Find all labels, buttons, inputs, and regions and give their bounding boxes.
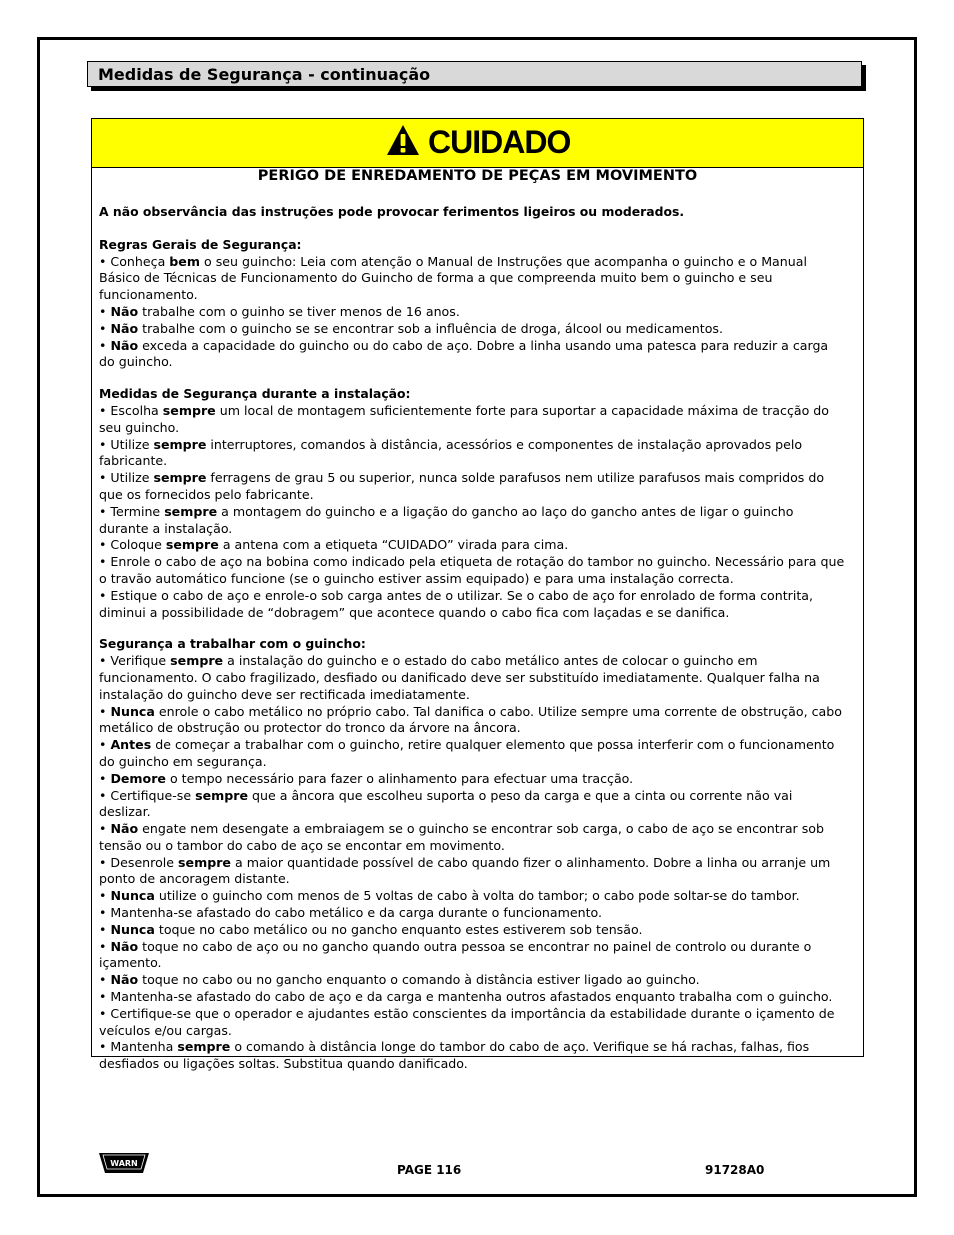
rule-text: toque no cabo de aço ou no gancho quando outra pessoa se encontrar no painel de controlo ou durante o içamento. xyxy=(99,938,812,971)
safety-rule xyxy=(99,338,846,372)
rule-emphasis: sempre xyxy=(164,503,218,519)
rule-emphasis: Antes xyxy=(110,737,152,753)
rule-text: • Mantenha xyxy=(99,1039,178,1055)
page-number: PAGE 116 xyxy=(397,1163,462,1177)
warning-triangle-icon xyxy=(386,124,420,156)
rule-text: • Certifique-se que o operador e ajudantes estão conscientes da importância da estabilidade durante o içamento de veículos e/ou cargas. xyxy=(99,1005,835,1038)
rule-emphasis: Não xyxy=(110,938,139,954)
rule-text: • Termine xyxy=(99,503,165,519)
section-header xyxy=(87,61,862,87)
rules-section xyxy=(99,386,846,621)
rule-text: • Mantenha-se afastado do cabo de aço e da carga e mantenha outros afastados enquanto trabalha com o guincho. xyxy=(99,989,833,1005)
safety-rule xyxy=(99,989,846,1006)
rule-text: a instalação do guincho e o estado do cabo metálico antes de colocar o guincho em funcionamento. O cabo fragilizado, desfiado ou danificado deve ser substituído imediatamente. Qualquer falha na instalação do guincho deve ser rectificada imediatamente. xyxy=(99,653,820,702)
rule-text: • xyxy=(99,888,111,904)
safety-rule xyxy=(99,972,846,989)
rule-text: toque no cabo ou no gancho enquanto o comando à distância estiver ligado ao guincho. xyxy=(138,972,700,988)
safety-rule xyxy=(99,855,846,889)
rule-text: a montagem do guincho e a ligação do gancho ao laço do gancho antes de ligar o guincho durante a instalação. xyxy=(99,503,794,536)
safety-rule xyxy=(99,1006,846,1040)
rule-text: • xyxy=(99,821,111,837)
rule-emphasis: sempre xyxy=(177,1039,231,1055)
rule-text: • xyxy=(99,921,111,937)
safety-rule xyxy=(99,470,846,504)
rule-text: • Certifique-se xyxy=(99,787,196,803)
rule-text: • Estique o cabo de aço e enrole-o sob carga antes de o utilizar. Se o cabo de aço for enrolado de forma contrita, diminui a possibilidade de “dobragem” que acontece quando o cabo fica com laçadas e se danifica. xyxy=(99,587,814,620)
rule-text: o seu guincho: Leia com atenção o Manual de Instruções que acompanha o guincho e o Manual Básico de Técnicas de Funcionamento do Guincho de forma a que compreenda muito bem o guincho e seu funcionamento. xyxy=(99,253,807,303)
section-title: Medidas de Segurança - continuação xyxy=(98,65,431,84)
section-heading: Regras Gerais de Segurança: xyxy=(99,236,302,252)
safety-rule xyxy=(99,1039,846,1073)
warn-logo xyxy=(99,1152,149,1174)
caution-label: CUIDADO xyxy=(428,124,571,160)
rule-emphasis: Não xyxy=(110,821,139,837)
rule-text: • Verifique xyxy=(99,653,171,669)
rule-text: • Utilize xyxy=(99,470,154,486)
safety-rule xyxy=(99,537,846,554)
safety-rule xyxy=(99,939,846,973)
caution-box xyxy=(91,118,864,1072)
rule-text: • Mantenha-se afastado do cabo metálico e da carga durante o funcionamento. xyxy=(99,905,603,921)
safety-rule xyxy=(99,504,846,538)
rule-emphasis: sempre xyxy=(162,402,216,418)
rules-section xyxy=(99,237,846,371)
safety-rule xyxy=(99,737,846,771)
rule-text: • xyxy=(99,337,111,353)
safety-rule xyxy=(99,821,846,855)
rule-text: exceda a capacidade do guincho ou do cabo de aço. Dobre a linha usando uma patesca para reduzir a carga do guincho. xyxy=(99,337,829,370)
rule-text: • Coloque xyxy=(99,537,166,553)
rule-text: ferragens de grau 5 ou superior, nunca solde parafusos nem utilize parafusos mais compridos do que os fornecidos pelo fabricante. xyxy=(99,470,825,502)
rule-emphasis: bem xyxy=(169,253,200,269)
safety-rule xyxy=(99,771,846,788)
rule-emphasis: sempre xyxy=(165,537,219,553)
rule-text: • xyxy=(99,320,111,336)
rule-text: • Enrole o cabo de aço na bobina como indicado pela etiqueta de rotação do tambor no guincho. Necessário para que o travão automático funcione (se o guincho estiver assim equipado) e para uma instalação correcta. xyxy=(99,554,845,586)
rule-text: • Desenrole xyxy=(99,854,179,870)
rule-emphasis: sempre xyxy=(153,470,207,486)
safety-rule xyxy=(99,905,846,922)
caution-banner xyxy=(92,119,863,168)
rule-emphasis: Não xyxy=(110,972,139,988)
safety-rule xyxy=(99,304,846,321)
section-heading: Medidas de Segurança durante a instalação: xyxy=(99,386,411,402)
rule-text: • xyxy=(99,703,111,719)
safety-rule xyxy=(99,888,846,905)
rule-text: • xyxy=(99,770,111,786)
rule-text: o tempo necessário para fazer o alinhamento para efectuar uma tracção. xyxy=(165,770,634,786)
rule-text: • xyxy=(99,972,111,988)
safety-rule xyxy=(99,321,846,338)
rule-text: que a âncora que escolheu suporta o peso da carga e que a cinta ou corrente não vai deslizar. xyxy=(99,787,793,820)
rule-text: o comando à distância longe do tambor do cabo de aço. Verifique se há rachas, falhas, fios desfiados ou ligações soltas. Substitua quando danificado. xyxy=(99,1039,810,1072)
svg-text:WARN: WARN xyxy=(110,1159,138,1168)
safety-rule xyxy=(99,653,846,703)
rule-text: engate nem desengate a embraiagem se o guincho se encontrar sob carga, o cabo de aço se encontrar sob tensão ou o tambor do cabo de aço se encontar em movimento. xyxy=(99,821,824,853)
hazard-heading: PERIGO DE ENREDAMENTO DE PEÇAS EM MOVIMENTO xyxy=(257,168,698,184)
rule-text: a antena com a etiqueta “CUIDADO” virada para cima. xyxy=(218,537,569,553)
safety-rule xyxy=(99,554,846,588)
rule-text: • xyxy=(99,737,111,753)
safety-rule xyxy=(99,437,846,471)
rule-text: trabalhe com o guincho se se encontrar sob a influência de droga, álcool ou medicamentos. xyxy=(138,320,723,336)
rule-text: • Conheça xyxy=(99,253,170,269)
rule-emphasis: Demore xyxy=(110,770,166,786)
rule-text: • xyxy=(99,938,111,954)
document-code: 91728A0 xyxy=(705,1163,765,1177)
rule-text: de começar a trabalhar com o guincho, retire qualquer elemento que possa interferir com o funcionamento do guincho em segurança. xyxy=(99,737,835,769)
safety-rule xyxy=(99,922,846,939)
rule-emphasis: Não xyxy=(110,320,139,336)
rule-text: enrole o cabo metálico no próprio cabo. Tal danifica o cabo. Utilize sempre uma corrente de obstrução, cabo metálico de obstrução ou protector do tronco da árvore na âncora. xyxy=(99,703,842,736)
rule-emphasis: Nunca xyxy=(110,703,155,719)
rule-emphasis: Nunca xyxy=(110,921,155,937)
rule-text: interruptores, comandos à distância, acessórios e componentes de instalação aprovados pelo fabricante. xyxy=(99,436,803,469)
rule-emphasis: Não xyxy=(110,303,139,319)
rule-emphasis: sempre xyxy=(153,436,207,452)
rule-text: • Utilize xyxy=(99,436,154,452)
safety-rule xyxy=(99,788,846,822)
rule-text: • xyxy=(99,303,111,319)
caution-content xyxy=(99,204,846,1088)
rule-emphasis: Não xyxy=(110,337,139,353)
safety-rule xyxy=(99,403,846,437)
rule-emphasis: sempre xyxy=(178,854,231,870)
rule-emphasis: Nunca xyxy=(110,888,155,904)
safety-rule xyxy=(99,588,846,622)
rule-text: • Escolha xyxy=(99,402,163,418)
rule-text: utilize o guincho com menos de 5 voltas de cabo à volta do tambor; o cabo pode soltar-se do tambor. xyxy=(154,888,800,904)
rule-emphasis: sempre xyxy=(170,653,224,669)
safety-rule xyxy=(99,704,846,738)
section-heading: Segurança a trabalhar com o guincho: xyxy=(99,636,366,652)
rules-section xyxy=(99,636,846,1073)
rule-text: trabalhe com o guinho se tiver menos de 16 anos. xyxy=(138,303,460,319)
caution-intro: A não observância das instruções pode provocar ferimentos ligeiros ou moderados. xyxy=(99,204,685,219)
rule-text: a maior quantidade possível de cabo quando fizer o alinhamento. Dobre a linha ou arranje um ponto de ancoragem distante. xyxy=(99,854,831,887)
safety-rule xyxy=(99,254,846,304)
rule-text: toque no cabo metálico ou no gancho enquanto estes estiverem sob tensão. xyxy=(154,921,643,937)
rule-text: um local de montagem suficientemente forte para suportar a capacidade máxima de tracção do seu guincho. xyxy=(99,402,829,435)
rule-emphasis: sempre xyxy=(195,787,249,803)
